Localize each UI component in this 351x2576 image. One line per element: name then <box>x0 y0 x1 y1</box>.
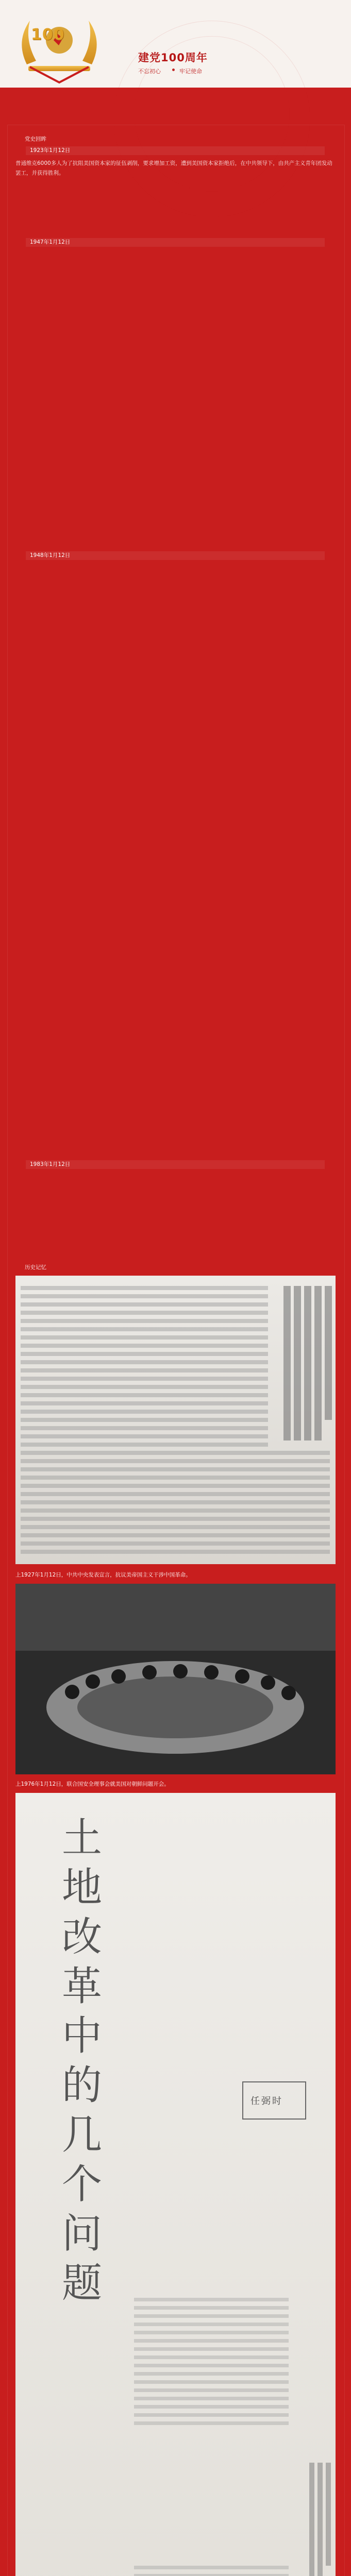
party-emblem-icon <box>0 0 119 88</box>
slogan-dot <box>172 69 175 71</box>
slogan-left: 不忘初心 <box>138 68 161 75</box>
page-title: 建党100周年 <box>138 52 208 64</box>
emblem-number: 100 <box>31 26 65 44</box>
caption-1976: 上1976年1月12日，联合国安全理事会就美国对朝鲜问题开会。 <box>15 1781 170 1787</box>
caption-1927: 上1927年1月12日，中共中央发表宣言，抗议美帝国主义干涉中国革命。 <box>15 1572 191 1578</box>
date-bar-1983: 1983年1月12日 <box>26 1160 325 1169</box>
text-1923: 普通维克6000多人为了抗阻美国资本家的征伍剥削，要求增加工资，遭到美国资本家拒绝后，在中共领导下，由共产主义青年团发动罢工，并获得胜利。 <box>15 160 332 176</box>
booklet-photo <box>15 1793 336 2576</box>
date-bar-1923: 1923年1月12日 <box>26 146 325 155</box>
header-banner <box>0 0 351 88</box>
section-heading-history: 党史回眸 <box>25 136 46 142</box>
date-bar-1948: 1948年1月12日 <box>26 551 325 560</box>
section-heading-memory: 历史记忆 <box>25 1264 46 1270</box>
booklet-title: 土 地 改 革 中 的 几 个 问 题 <box>62 1815 103 2307</box>
author-box: 任弼时 <box>242 2081 306 2120</box>
newspaper-photo <box>15 1276 336 1564</box>
meeting-photo <box>15 1584 336 1774</box>
slogan-right: 牢记使命 <box>179 68 202 75</box>
date-bar-1947: 1947年1月12日 <box>26 238 325 247</box>
